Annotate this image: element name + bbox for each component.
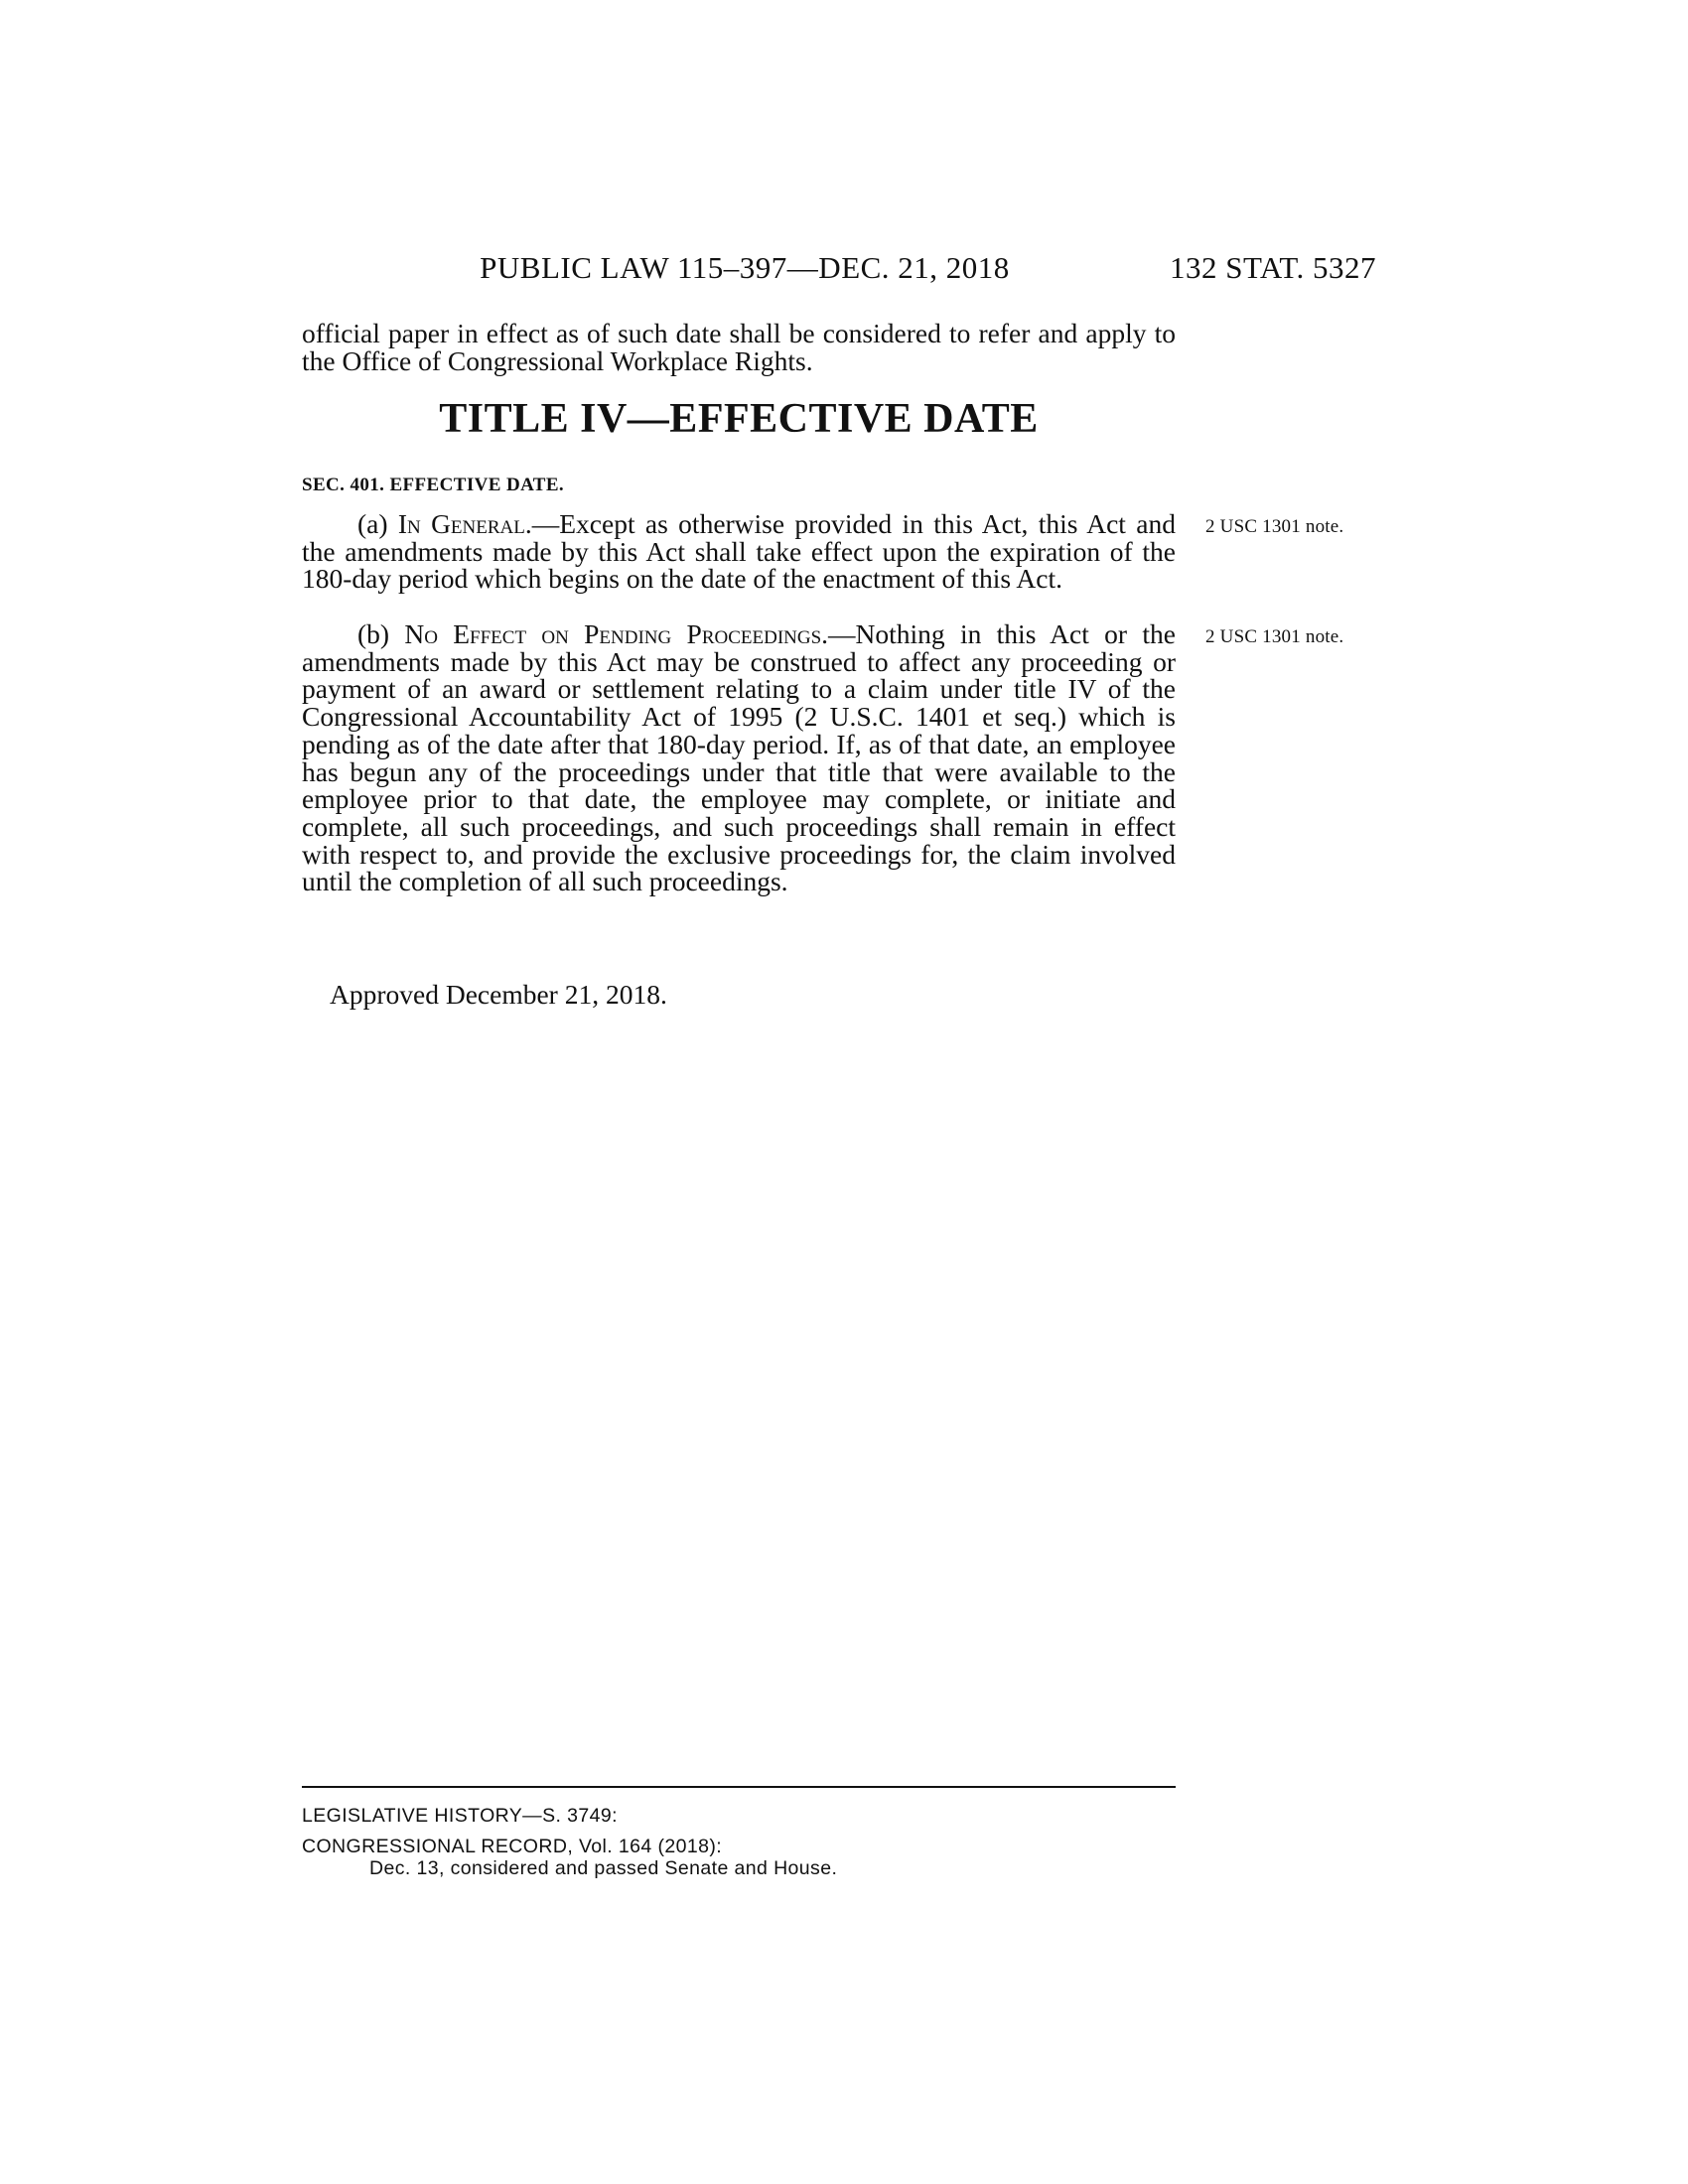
statutes-at-large-citation: 132 STAT. 5327 [1169, 250, 1376, 285]
subsection-a [302, 510, 1176, 593]
subsection-a-designation: (a) [357, 508, 398, 539]
approval-date: Approved December 21, 2018. [330, 979, 667, 1010]
subsection-b-caption: No Effect on Pending Proceedings [404, 618, 822, 649]
carryover-paragraph: official paper in effect as of such date shall be considered to refer and apply to the Office of Congressional Workplace Rights. [302, 318, 1176, 376]
margin-note-a: 2 USC 1301 note. [1205, 516, 1344, 537]
subsection-b-designation: (b) [357, 618, 405, 649]
congressional-record-line: CONGRESSIONAL RECORD, Vol. 164 (2018): [302, 1836, 723, 1857]
margin-note-b: 2 USC 1301 note. [1205, 626, 1344, 647]
subsection-a-caption: In General [397, 508, 525, 539]
legislative-history-title: LEGISLATIVE HISTORY—S. 3749: [302, 1805, 618, 1827]
running-header-title: PUBLIC LAW 115–397—DEC. 21, 2018 [480, 250, 1010, 285]
subsection-a-body: .—Except as otherwise provided in this Act, this Act and the amendments made by this Act shall take effect upon the expiration of the 180-day period which begins on the date of the enactment of this Act. [302, 508, 1176, 595]
congressional-record-entry: Dec. 13, considered and passed Senate and House. [369, 1857, 838, 1879]
subsection-b [302, 620, 1176, 895]
title-heading: TITLE IV—EFFECTIVE DATE [439, 396, 1039, 442]
footer-divider [302, 1786, 1176, 1788]
section-heading: SEC. 401. EFFECTIVE DATE. [302, 475, 565, 495]
subsection-b-body: .—Nothing in this Act or the amendments made by this Act may be construed to affect any proceeding or payment of an award or settlement relating to a claim under title IV of the Congressional Accountability Act of 1995 (2 U.S.C. 1401 et seq.) which is pending as of the date after that 180-day period. If, as of that date, an employee has begun any of the proceedings under that title that were available to the employee prior to that date, the employee may complete, or initiate and complete, all such proceedings, and such proceedings shall remain in effect with respect to, and provide the exclusive proceedings for, the claim involved until the completion of all such proceedings. [302, 618, 1176, 897]
